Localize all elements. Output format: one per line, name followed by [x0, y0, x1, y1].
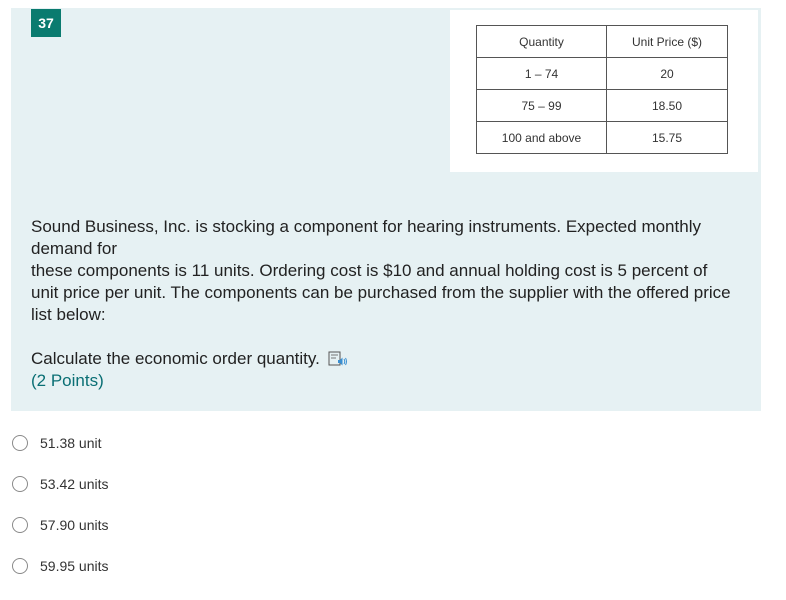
table-header-quantity: Quantity [477, 26, 607, 58]
table-cell: 100 and above [477, 122, 607, 154]
points-label: (2 Points) [31, 371, 104, 390]
option-label[interactable]: 51.38 unit [40, 435, 102, 451]
answer-option[interactable] [12, 555, 109, 577]
question-number-badge: 37 [31, 9, 61, 37]
radio-button[interactable] [12, 558, 28, 574]
question-text [31, 216, 731, 326]
table-cell: 20 [607, 58, 728, 90]
option-label[interactable]: 59.95 units [40, 558, 109, 574]
answer-option[interactable] [12, 473, 109, 495]
table-cell: 18.50 [607, 90, 728, 122]
option-label[interactable]: 53.42 units [40, 476, 109, 492]
radio-button[interactable] [12, 517, 28, 533]
table-header-unit-price: Unit Price ($) [607, 26, 728, 58]
table-row [477, 58, 728, 90]
table-header-row [477, 26, 728, 58]
question-text-line: these components is 11 units. Ordering cost is $10 and annual holding cost is 5 percent of unit price per unit. The components can be purchased from the supplier with the offered price list below: [31, 261, 731, 324]
answer-option[interactable] [12, 514, 109, 536]
price-table [476, 25, 728, 154]
table-row [477, 122, 728, 154]
answer-option[interactable] [12, 432, 102, 454]
question-prompt [31, 348, 348, 370]
table-cell: 1 – 74 [477, 58, 607, 90]
question-text-line: Sound Business, Inc. is stocking a component for hearing instruments. Expected monthly demand for [31, 217, 701, 258]
immersive-reader-icon[interactable] [328, 350, 348, 368]
table-cell: 15.75 [607, 122, 728, 154]
prompt-text: Calculate the economic order quantity. [31, 349, 320, 368]
radio-button[interactable] [12, 435, 28, 451]
table-cell: 75 – 99 [477, 90, 607, 122]
radio-button[interactable] [12, 476, 28, 492]
table-row [477, 90, 728, 122]
option-label[interactable]: 57.90 units [40, 517, 109, 533]
